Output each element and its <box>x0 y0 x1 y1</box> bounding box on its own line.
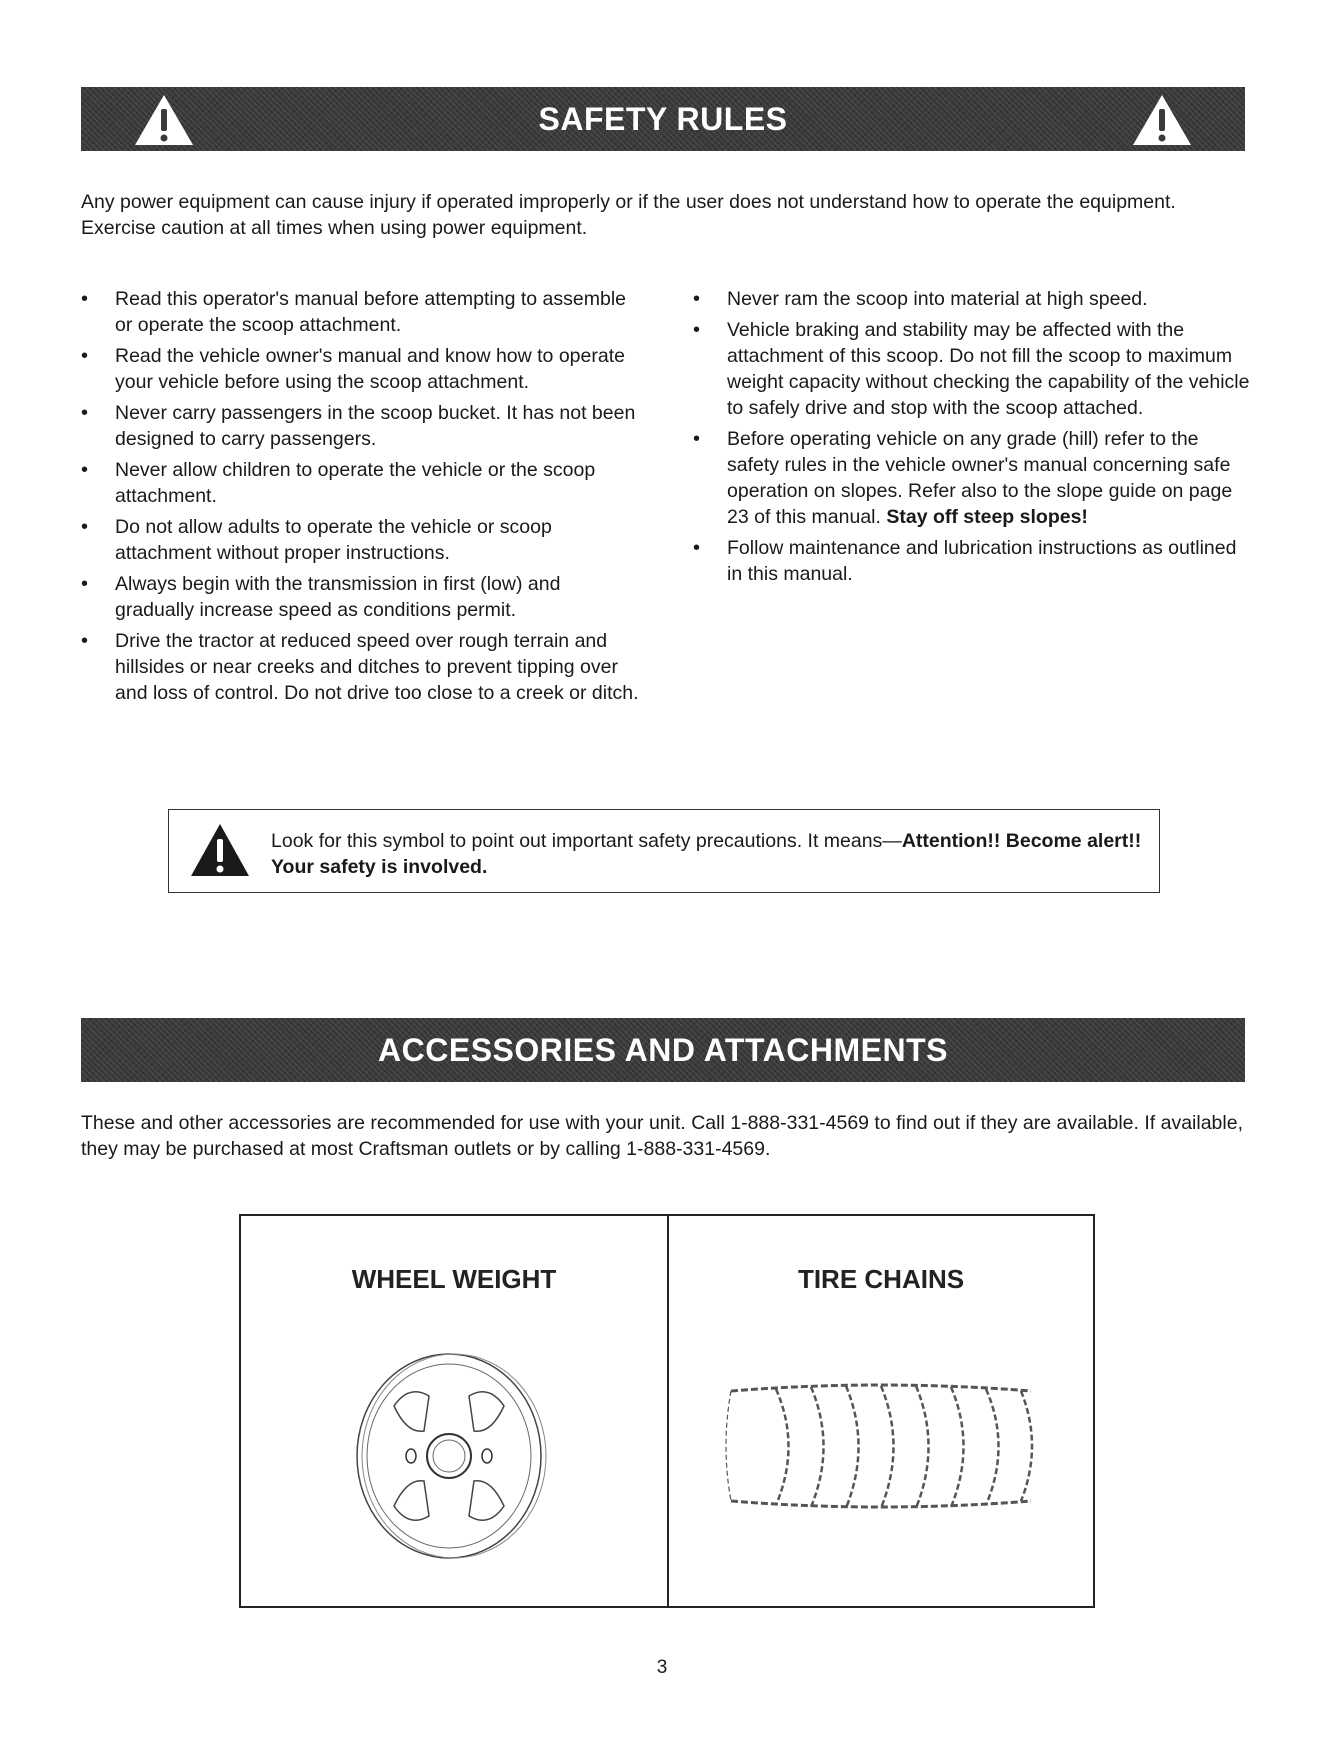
list-item: • Drive the tractor at reduced speed over rough terrain and hillsides or near creeks and ditches to prevent tipping over and loss of control. Do not drive too close to a creek or ditch. <box>81 628 641 706</box>
list-item: • Never ram the scoop into material at high speed. <box>693 286 1253 312</box>
list-item: • Follow maintenance and lubrication instructions as outlined in this manual. <box>693 535 1253 587</box>
accessory-label: TIRE CHAINS <box>797 1264 965 1294</box>
safety-rules-left <box>81 286 641 711</box>
wheel-weight-illustration <box>349 1346 559 1566</box>
accessories-intro: These and other accessories are recommended for use with your unit. Call 1-888-331-4569 to find out if they are available. If available, they may be purchased at most Craftsman outlets or by calling 1-888-331-4569. <box>81 1112 1243 1160</box>
banner-title: SAFETY RULES <box>538 100 788 137</box>
safety-rules-right <box>693 286 1253 592</box>
warning-icon <box>189 822 251 878</box>
safety-intro: Any power equipment can cause injury if operated improperly or if the user does not understand how to operate the equipment. Exercise caution at all times when using power equipment. <box>81 191 1176 239</box>
slope-rule-bold: Stay off steep slopes! <box>886 506 1088 528</box>
list-item: • Never carry passengers in the scoop bucket. It has not been designed to carry passengers. <box>81 400 641 452</box>
list-item <box>693 426 1253 530</box>
notice-bold: Attention!! Become alert!! Your safety is involved. <box>271 830 1142 878</box>
safety-rules-banner <box>81 87 1245 151</box>
notice-lead: Look for this symbol to point out important safety precautions. It means— <box>271 830 902 852</box>
list-item: • Always begin with the transmission in first (low) and gradually increase speed as conditions permit. <box>81 571 641 623</box>
accessories-table <box>239 1214 1095 1608</box>
banner-title: ACCESSORIES AND ATTACHMENTS <box>378 1031 948 1068</box>
safety-symbol-notice <box>168 809 1160 893</box>
tire-chains-illustration <box>721 1371 1041 1521</box>
accessories-banner <box>81 1018 1245 1082</box>
list-item: • Do not allow adults to operate the vehicle or scoop attachment without proper instructions. <box>81 514 641 566</box>
list-item: • Read this operator's manual before attempting to assemble or operate the scoop attachment. <box>81 286 641 338</box>
list-item: • Never allow children to operate the vehicle or the scoop attachment. <box>81 457 641 509</box>
accessory-label: WHEEL WEIGHT <box>351 1264 557 1294</box>
warning-icon <box>1131 93 1193 147</box>
page-number: 3 <box>656 1657 668 1678</box>
accessory-cell-wheel-weight <box>241 1216 667 1606</box>
notice-text <box>271 828 1151 880</box>
list-item: • Vehicle braking and stability may be affected with the attachment of this scoop. Do not fill the scoop to maximum weight capacity without checking the capability of the vehicle to safely drive and stop with the scoop attached. <box>693 317 1253 421</box>
warning-icon <box>133 93 195 147</box>
accessory-cell-tire-chains <box>667 1216 1093 1606</box>
list-item: • Read the vehicle owner's manual and know how to operate your vehicle before using the scoop attachment. <box>81 343 641 395</box>
slope-rule-text: Before operating vehicle on any grade (hill) refer to the safety rules in the vehicle owner's manual concerning safe operation on slopes. Refer also to the slope guide on page 23 of this manual. <box>727 428 1233 528</box>
